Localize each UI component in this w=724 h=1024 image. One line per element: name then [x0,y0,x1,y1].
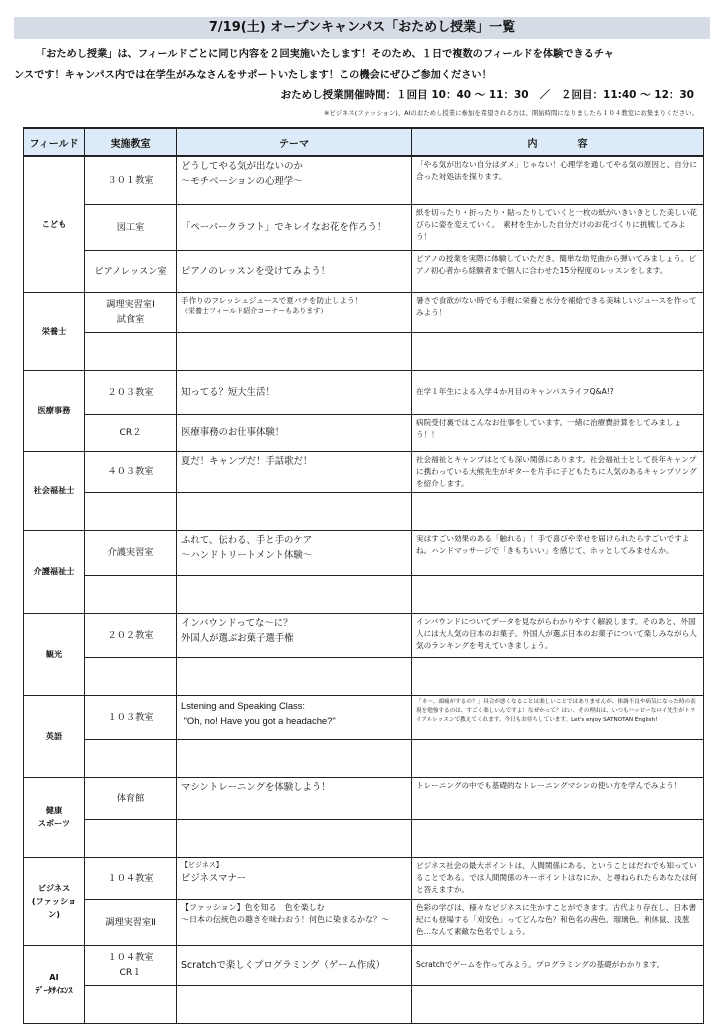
content-cell: インバウンドについてデータを見ながらわかりやすく解説します。そのあと、外国人には大人気の日本のお菓子。外国人が選ぶ日本のお菓子について楽しみながら人気のランキングを考えていきましょう。 [412,613,704,657]
table-row [24,695,704,739]
table-header-row [24,128,704,156]
content-cell: 色彩の学びは、様々なビジネスに生かすことができます。古代より存在し、日本書紀にも登場する「刈安色」ってどんな色？和色名の茜色、瑠璃色、利休鼠、浅葱色…なんて素敵な色名でしょう。 [412,899,704,945]
content-cell [412,332,704,370]
session-times [281,87,694,102]
times-second: ２回目：11:40 ～ 12：30 [561,89,694,101]
theme-cell [177,945,412,985]
field-cell-shakaifukushishi: 社会福祉士 [24,451,85,530]
room-cell: 体育館 [85,777,177,819]
room-line: １０４教室 [107,952,154,963]
content-cell: 「やる気が出ない自分はダメ」じゃない！心理学を通してやる気の原因と、自分に合った対処法を探ります。 [412,156,704,204]
room-cell: 介護実習室 [85,530,177,575]
theme-line: ビジネスマナー [181,872,247,884]
theme-line: どうしてやる気が出ないのか [181,161,303,172]
field-cell-eiyoushi: 栄養士 [24,292,85,370]
table-row [24,575,704,613]
content-cell [412,575,704,613]
content-cell: ピアノの授業を実際に体験していただき、簡単な幼児曲から弾いてみましょう。ピアノ初心者から経験者まで個人に合わせた15分程度のレッスンをします。 [412,250,704,292]
table-row [24,985,704,1023]
theme-line: ～日本の伝統色の趣きを味わおう！何色に染まるかな？～ [181,914,389,924]
theme-cell [177,370,412,414]
room-line: 試食室 [116,314,145,325]
room-line: 調理実習室Ⅰ [106,299,155,310]
room-cell: 図工室 [85,204,177,250]
field-line: スポーツ [37,818,71,828]
table-row [24,613,704,657]
header-field: フィールド [24,128,85,156]
theme-cell [177,332,412,370]
table-row [24,292,704,332]
theme-cell [177,657,412,695]
room-cell: １０４教室 [85,857,177,899]
schedule-table [23,127,704,1024]
content-cell [412,739,704,777]
table-row [24,414,704,451]
room-cell [85,292,177,332]
content-cell: 「ネ～、頭痛がするの？」具合が悪くなることは楽しいことではありませんが、体調不良や病気になった時の表現を勉強するのは、すごく楽しいんですよ！なぜかって？はい、その理由は、いつもハッピーなロイ先生がトライアルレッスンで教えてくれます。今日もお待ちしています。Let's enjoy SATNOTAN English! [412,695,704,739]
table-row [24,492,704,530]
room-cell [85,657,177,695]
content-cell: Scratchでゲームを作ってみよう。プログラミングの基礎がわかります。 [412,945,704,985]
content-cell: 社会福祉とキャンプはとても深い関係にあります。社会福祉士として長年キャンプに携わっている大熊先生がギターを片手に子どもたちに人気のあるキャンプソングを紹介します。 [412,451,704,492]
room-cell [85,492,177,530]
theme-cell [177,156,412,204]
times-separator: ／ [539,89,551,101]
content-cell [412,657,704,695]
theme-cell [177,204,412,250]
theme-line: 知ってる？短大生活！ [181,386,275,398]
table-row [24,204,704,250]
room-cell: ２０２教室 [85,613,177,657]
room-cell: ２０３教室 [85,370,177,414]
participation-note: ※ビジネス(ファッション)、AIのおためし授業に参加を希望される方は、開始時間になりましたら１０４教室にお集まりください。 [323,109,698,117]
theme-cell [177,530,412,575]
theme-cell [177,777,412,819]
theme-line: マシントレーニングを体験しよう！ [181,781,331,793]
theme-cell [177,292,412,332]
theme-line: 手作りのフレッシュジュースで夏バテを防止しよう！ [181,295,363,305]
field-cell-iryoujimu: 医療事務 [24,370,85,451]
content-cell: 在学１年生による入学４か月目のキャンパスライフQ&A!? [412,370,704,414]
field-cell-kaigofukushishi: 介護福祉士 [24,530,85,613]
table-row [24,332,704,370]
header-content: 内 容 [412,128,704,156]
intro-line-2: ンスです！キャンパス内では在学生がみなさんをサポートいたします！この機会にぜひご参加ください！ [14,70,492,81]
times-label: おためし授業開催時間： [280,89,397,101]
field-line: ビジネス [37,882,71,893]
content-cell: 病院受付裏ではこんなお仕事をしています。一緒に治療費計算をしてみましょう！！ [412,414,704,451]
theme-cell [177,492,412,530]
table-row [24,657,704,695]
times-first: １回目 10：40 ～ 11：30 [396,89,529,101]
field-line: ﾃﾞｰﾀｻｲｴﾝｽ [35,985,73,995]
field-cell-ai-datascience [24,945,85,1023]
table-row [24,739,704,777]
content-cell: 紙を切ったり・折ったり・貼ったりしていくと一枚の紙がいきいきとした美しい花びらに姿を変えていく。 素材を生かした自分だけのお花づくりに挑戦してみよう！ [412,204,704,250]
theme-cell [177,899,412,945]
intro-line-1: 「おためし授業」は、フィールドごとに同じ内容を２回実施いたします！そのため、１日で複数のフィールドを体験できるチャ [36,49,614,60]
table-row [24,250,704,292]
header-room: 実施教室 [85,128,177,156]
theme-line: 医療事務のお仕事体験！ [181,427,285,438]
theme-line: ～モチベーションの心理学～ [181,176,303,187]
field-line: (ファッション) [31,895,77,919]
intro-text [14,44,710,86]
theme-line: インバウンドってな～に？ [181,617,293,629]
table-row [24,945,704,985]
theme-line: "Oh, no! Have you got a headache?" [181,714,336,726]
table-row [24,777,704,819]
field-cell-kodomo: こども [24,156,85,292]
theme-note: （栄養士フィールド紹介コーナーもあります） [181,306,328,315]
table-row [24,451,704,492]
field-line: 健康 [45,805,63,815]
room-cell: ３０１教室 [85,156,177,204]
room-cell [85,332,177,370]
field-cell-kankou: 観光 [24,613,85,695]
theme-line: 外国人が選ぶお菓子選手権 [181,632,294,644]
theme-line: Lstening and Speaking Class: [181,699,306,711]
room-cell: ピアノレッスン室 [85,250,177,292]
content-cell: トレーニングの中でも基礎的なトレーニングマシンの使い方を学んでみよう！ [412,777,704,819]
field-cell-business-fashion [24,857,85,945]
room-cell [85,739,177,777]
room-cell: １０３教室 [85,695,177,739]
table-row [24,899,704,945]
room-cell: ４０３教室 [85,451,177,492]
room-cell [85,575,177,613]
content-cell: ビジネス社会の最大ポイントは、人間関係にある、ということはだれでも知っていることである。では人間関係のキーポイントはなにか、と尋ねられたらあなたは何と答えますか。 [412,857,704,899]
field-cell-kenkou-sports [24,777,85,857]
table-row [24,819,704,857]
room-cell [85,985,177,1023]
header-theme: テーマ [177,128,412,156]
content-cell [412,819,704,857]
theme-cell [177,819,412,857]
theme-cell [177,739,412,777]
theme-line: 「ペーパークラフト」でキレイなお花を作ろう！ [181,221,387,233]
table-row [24,857,704,899]
theme-cell [177,575,412,613]
theme-line: ふれて、伝わる、手と手のケア [181,534,313,546]
theme-cell [177,451,412,492]
table-row [24,370,704,414]
theme-line: 夏だ！キャンプだ！手話歌だ！ [181,455,313,467]
theme-line: Scratchで楽しくプログラミング（ゲーム作成） [181,959,386,971]
room-cell: 調理実習室Ⅱ [85,899,177,945]
field-line: AI [49,972,59,982]
theme-cell [177,695,412,739]
theme-tag: 【ビジネス】 [181,860,223,869]
content-cell: 暑さで食欲がない時でも手軽に栄養と水分を補給できる美味しいジュースを作ってみよう！ [412,292,704,332]
theme-cell [177,414,412,451]
content-cell [412,492,704,530]
room-cell [85,945,177,985]
room-cell [85,819,177,857]
content-cell [412,985,704,1023]
page-title: 7/19(土) オープンキャンパス「おためし授業」一覧 [14,17,710,39]
table-row [24,530,704,575]
theme-line: ～ハンドトリートメント体験～ [181,549,313,561]
theme-cell [177,613,412,657]
theme-cell [177,857,412,899]
room-cell: CR２ [85,414,177,451]
field-cell-eigo: 英語 [24,695,85,777]
table-row [24,156,704,204]
theme-cell [177,250,412,292]
room-line: CR１ [119,967,142,978]
theme-line: ピアノのレッスンを受けてみよう！ [181,265,331,277]
content-cell: 実はすごい効果のある「触れる」！手で喜びや幸せを届けられたらすごいですよね。ハンドマッサージで「きもちいい」を感じて、ホッとしてみませんか。 [412,530,704,575]
theme-line: 【ファッション】色を知る 色を楽しむ [181,902,325,912]
theme-cell [177,985,412,1023]
